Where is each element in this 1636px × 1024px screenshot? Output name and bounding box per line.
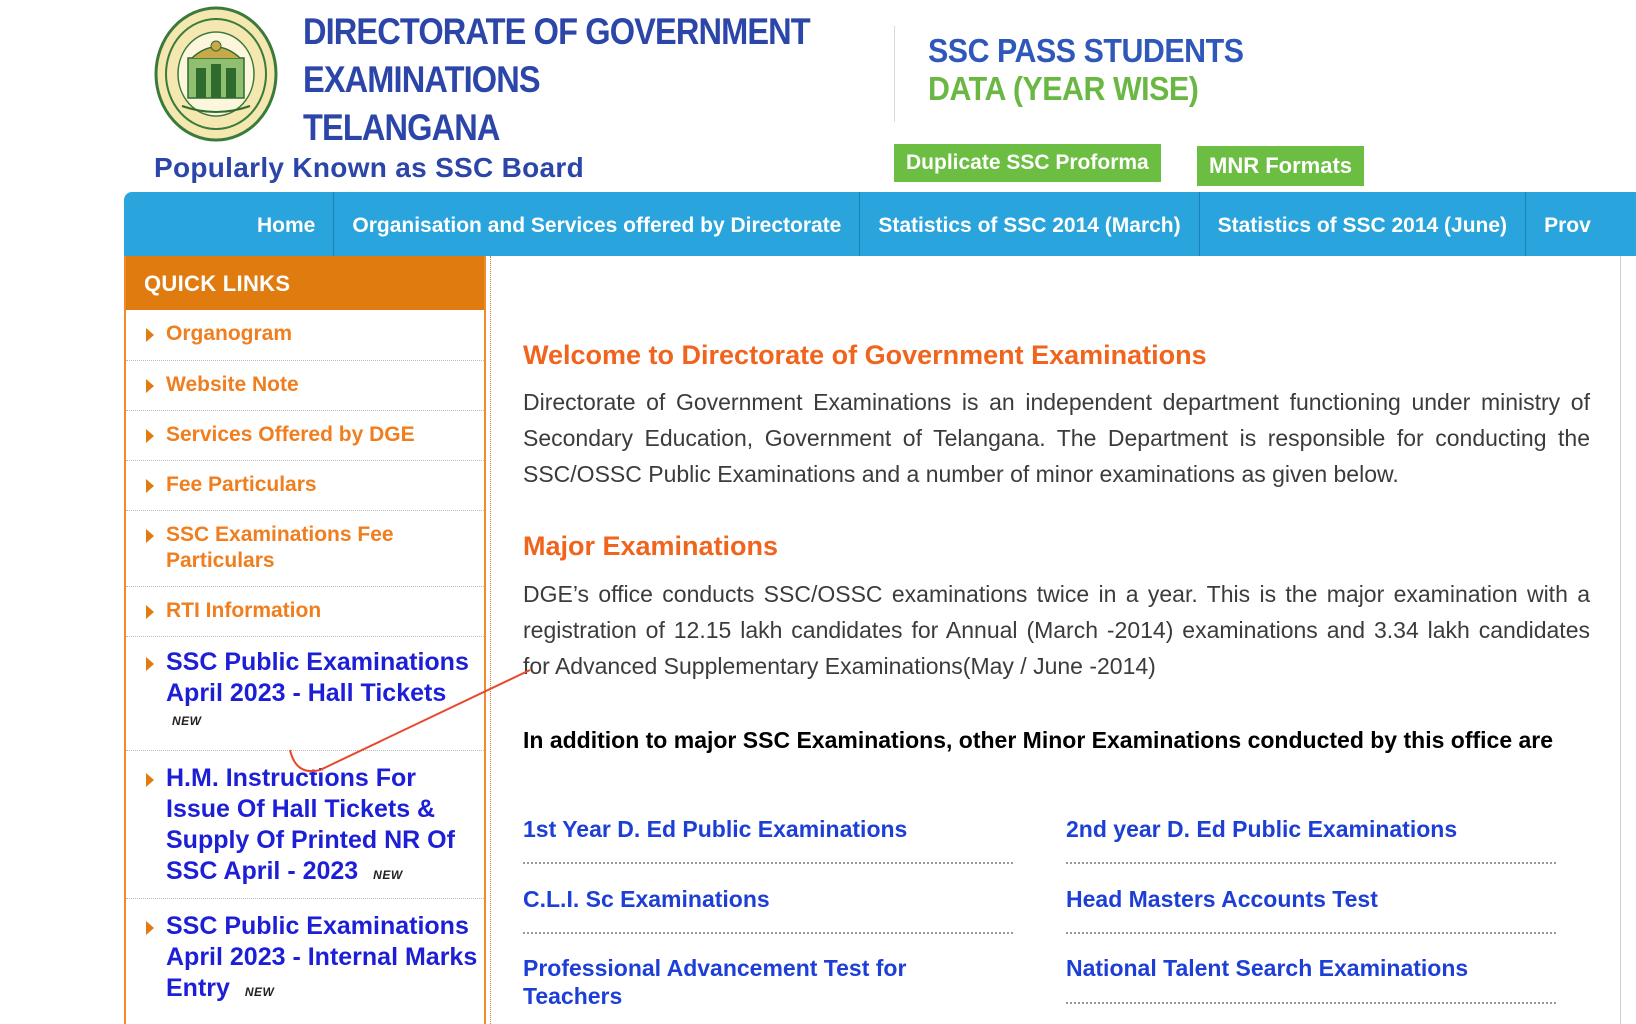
pass-students-line-2: DATA (YEAR WISE)	[928, 70, 1199, 107]
quick-link-label: SSC Public Examinations April 2023 - Internal Marks Entry	[166, 912, 478, 1002]
chevron-right-icon	[146, 328, 154, 342]
quick-link-label: Website Note	[166, 373, 299, 396]
pass-students-line-1: SSC PASS STUDENTS	[928, 32, 1244, 69]
exam-link-national-talent-search[interactable]: National Talent Search Examinations	[1066, 955, 1469, 981]
ssc-pass-students-data-link[interactable]	[928, 32, 1244, 108]
header-divider	[894, 26, 895, 122]
quick-link-label: H.M. Instructions For Issue Of Hall Tickets & Supply Of Printed NR Of SSC April - 2023	[166, 764, 455, 885]
welcome-heading: Welcome to Directorate of Government Examinations	[523, 340, 1207, 370]
quick-link-label: SSC Public Examinations April 2023 - Hall Tickets	[166, 648, 469, 707]
major-examinations-paragraph: DGE’s office conducts SSC/OSSC examinations twice in a year. This is the major examination with a registration of 12.15 lakh candidates for Annual (March -2014) examinations and 3.34 lakh candidates for Advanced Supplementary Examinations(May / June -2014)	[523, 581, 1590, 679]
quick-links-list	[126, 310, 484, 1019]
org-title-line-1: DIRECTORATE OF GOVERNMENT	[303, 11, 810, 52]
exam-link-1st-year-ded[interactable]: 1st Year D. Ed Public Examinations	[523, 816, 908, 842]
nav-home[interactable]: Home	[124, 192, 334, 256]
quick-link-label: Fee Particulars	[166, 473, 317, 496]
chevron-right-icon	[146, 479, 154, 493]
chevron-right-icon	[146, 379, 154, 393]
exam-divider	[523, 932, 1013, 934]
chevron-right-icon	[146, 773, 154, 787]
exam-link-head-masters-accounts[interactable]: Head Masters Accounts Test	[1066, 886, 1378, 912]
new-badge: NEW	[373, 868, 403, 882]
nav-statistics-june[interactable]: Statistics of SSC 2014 (June)	[1200, 192, 1526, 256]
telangana-emblem-logo	[154, 6, 278, 142]
major-examinations-heading: Major Examinations	[523, 531, 779, 561]
chevron-right-icon	[146, 429, 154, 443]
org-title-line-2: EXAMINATIONS	[303, 59, 540, 100]
tagline: Popularly Known as SSC Board	[154, 152, 585, 183]
chevron-right-icon	[146, 921, 154, 935]
chevron-right-icon	[146, 529, 154, 543]
chevron-right-icon	[146, 657, 154, 671]
content-left-border	[490, 256, 491, 1024]
organization-title	[303, 8, 810, 152]
quick-links-sidebar	[124, 256, 486, 1024]
chevron-right-icon	[146, 605, 154, 619]
welcome-paragraph: Directorate of Government Examinations is an independent department functioning under ministry of Secondary Education, Government of Telangana. The Department is responsible for conducting the SSC/OSSC Public Examinations and a number of minor examinations as given below.	[523, 389, 1590, 487]
exam-divider	[523, 862, 1013, 864]
main-navigation	[124, 192, 1636, 256]
quick-link-ssc-exam-fee[interactable]	[126, 511, 484, 587]
quick-link-rti-information[interactable]	[126, 587, 484, 637]
nav-organisation-services[interactable]: Organisation and Services offered by Directorate	[334, 192, 860, 256]
quick-link-website-note[interactable]	[126, 361, 484, 411]
quick-link-label: RTI Information	[166, 599, 322, 622]
org-title-line-3: TELANGANA	[303, 107, 500, 148]
quick-link-organogram[interactable]	[126, 310, 484, 361]
minor-examinations-intro: In addition to major SSC Examinations, other Minor Examinations conducted by this office are	[523, 727, 1554, 753]
new-badge: NEW	[244, 985, 275, 999]
quick-link-fee-particulars[interactable]	[126, 461, 484, 511]
exam-link-2nd-year-ded[interactable]: 2nd year D. Ed Public Examinations	[1066, 816, 1458, 842]
exam-link-professional-advancement[interactable]: Professional Advancement Test for Teachers	[523, 955, 907, 1009]
quick-link-label: SSC Examinations Fee Particulars	[166, 523, 394, 572]
quick-links-title: QUICK LINKS	[126, 256, 484, 310]
duplicate-ssc-proforma-button[interactable]: Duplicate SSC Proforma	[894, 144, 1161, 182]
nav-statistics-march[interactable]: Statistics of SSC 2014 (March)	[860, 192, 1199, 256]
quick-link-hall-tickets[interactable]	[126, 637, 484, 751]
new-badge: NEW	[172, 714, 202, 728]
mnr-formats-button[interactable]: MNR Formats	[1197, 146, 1364, 186]
exam-divider	[1066, 932, 1556, 934]
exam-link-cli-sc[interactable]: C.L.I. Sc Examinations	[523, 886, 770, 912]
quick-link-internal-marks[interactable]	[126, 899, 484, 1019]
quick-link-label: Organogram	[166, 322, 293, 345]
exam-divider	[1066, 1002, 1556, 1004]
content-right-border	[1620, 256, 1621, 1024]
exam-divider	[1066, 862, 1556, 864]
quick-link-hm-instructions[interactable]	[126, 751, 484, 899]
quick-link-services-offered[interactable]	[126, 411, 484, 461]
quick-link-label: Services Offered by DGE	[166, 423, 415, 446]
nav-provisional[interactable]: Prov	[1544, 214, 1591, 237]
